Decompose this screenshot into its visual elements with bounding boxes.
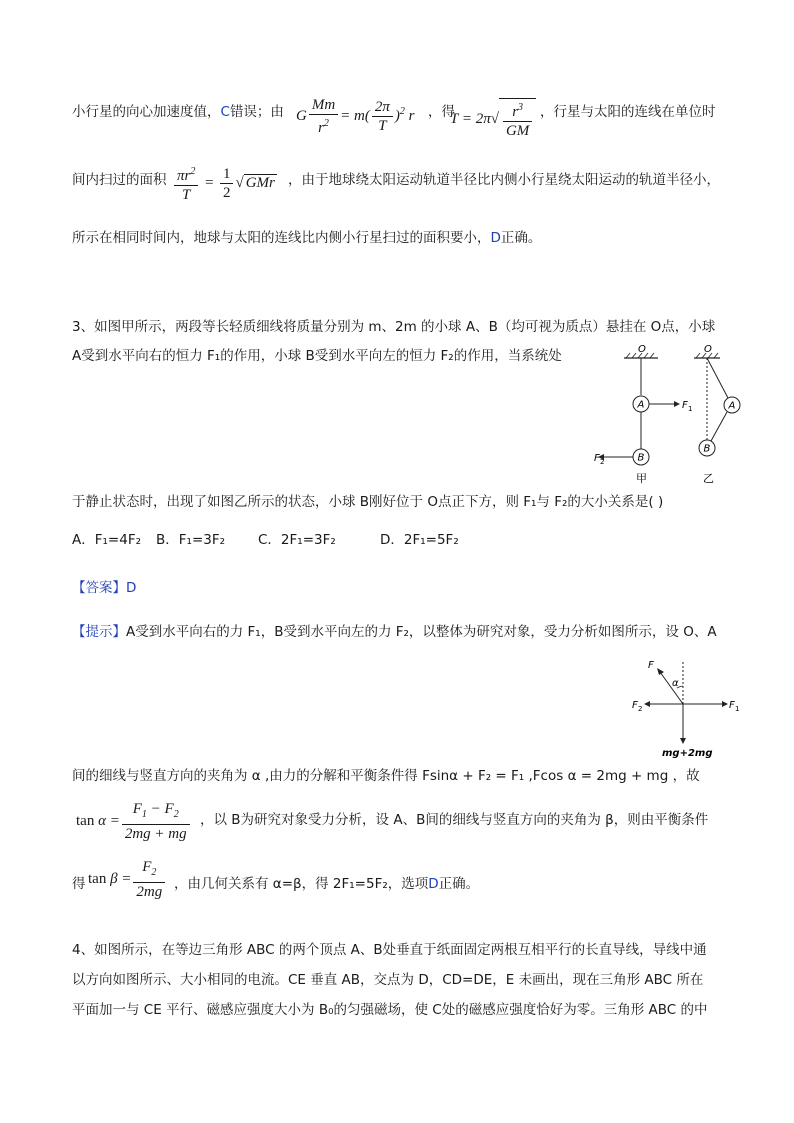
label-yi: 乙 [703,472,714,485]
label-f: F [648,660,654,671]
option-ref: D [428,876,439,892]
figure-jia-yi [586,340,756,490]
option-c: C．2F₁=3F₂ [258,532,336,548]
para-line-1 [72,102,284,122]
label-jia: 甲 [636,472,647,485]
text: 错误；由 [229,104,284,120]
option-ref: D [490,230,501,246]
formula-tan-alpha: tan α = $\frac{F_1 - F_2}{2mg + mg}$ [76,800,192,843]
hint-line-1 [72,622,717,642]
label-f1: F [682,400,688,411]
figure-force-diagram [626,656,746,762]
q3-line-1: 3、如图甲所示，两段等长轻质细线将质量分别为 m、2m 的小球 A、B（均可视为质点）悬挂在 O点，小球 [72,319,716,335]
q3-line-2: A受到水平向右的恒力 F₁的作用，小球 B受到水平向左的恒力 F₂的作用，当系统处 [72,348,562,364]
label-b: B [637,452,645,464]
text: 小行星的向心加速度值， [72,104,221,120]
para-line-3 [72,228,541,248]
label-o: O [638,344,646,355]
text: 正确。 [500,230,542,246]
text: 得 [72,876,86,892]
option-a: A．F₁=4F₂ [72,532,141,548]
svg-text:1: 1 [688,405,693,413]
text: ，由于地球绕太阳运动轨道半径比内侧小行星绕太阳运动的轨道半径小， [288,172,720,188]
label-mg: mg+2mg [662,748,713,759]
hint-line-2: 间的细线与竖直方向的夹角为 α ,由力的分解和平衡条件得 Fsinα + F₂ = F₁ ,Fcos α = 2mg + mg ，故 [72,768,700,784]
svg-text:2: 2 [638,705,643,713]
option-ref: C [220,104,230,120]
q3-line-3: 于静止状态时，出现了如图乙所示的状态，小球 B刚好位于 O点正下方，则 F₁与 F₂的大小关系是( ) [72,494,664,510]
text: 间内扫过的面积 [72,172,167,188]
text: A受到水平向右的力 F₁，B受到水平向左的力 F₂，以整体为研究对象，受力分析如图所示，设 O、A [126,624,717,640]
label-a: A [637,399,645,411]
hint-label: 【提示】 [72,624,126,640]
q4-line-2: 以方向如图所示、大小相同的电流。CE 垂直 AB，交点为 D，CD=DE，E 未画出，现在三角形 ABC 所在 [72,972,704,988]
text: ，由几何关系有 α=β，得 2F₁=5F₂，选项 [174,876,429,892]
formula-tan-beta: tan β = $\frac{F_2}{2mg}$ [88,858,167,901]
hint-line-4 [174,874,479,894]
formula-area: $\frac{\pi r^2}{T}$ = $\frac{1}{2}$ √ GMr [172,163,277,204]
option-b: B．F₁=3F₂ [156,532,226,548]
q4-line-1: 4、如图所示，在等边三角形 ABC 的两个顶点 A、B处垂直于纸面固定两根互相平行的长直导线，导线中通 [72,942,707,958]
svg-text:1: 1 [735,705,740,713]
formula-gravity: G $\frac{Mm}{r^2}$ = m( $\frac{2\pi}{T}$ )$^2$ r [296,97,415,136]
text: ，得 [428,104,455,120]
answer-value: D [126,580,137,596]
label-f2: F [594,453,600,464]
label-alpha: α [672,678,679,689]
formula-period: T = 2π√ $\frac{r^3}{GM}$ [450,98,536,140]
text: ，行星与太阳的连线在单位时 [540,104,716,120]
svg-text:B: B [703,443,711,455]
text: 正确。 [438,876,480,892]
svg-text:F: F [729,700,735,711]
svg-text:A: A [728,400,736,412]
svg-text:F: F [632,700,638,711]
answer-line [72,578,136,598]
answer-label: 【答案】 [72,580,126,596]
text: 所示在相同时间内，地球与太阳的连线比内侧小行星扫过的面积要小， [72,230,491,246]
option-d: D．2F₁=5F₂ [380,532,459,548]
hint-line-3: ，以 B为研究对象受力分析，设 A、B间的细线与竖直方向的夹角为 β，则由平衡条件 [200,812,709,828]
q4-line-3: 平面加一与 CE 平行、磁感应强度大小为 B₀的匀强磁场，使 C处的磁感应强度恰好为零。三角形 ABC 的中 [72,1002,708,1018]
svg-text:2: 2 [600,458,605,466]
svg-text:O: O [704,344,712,355]
